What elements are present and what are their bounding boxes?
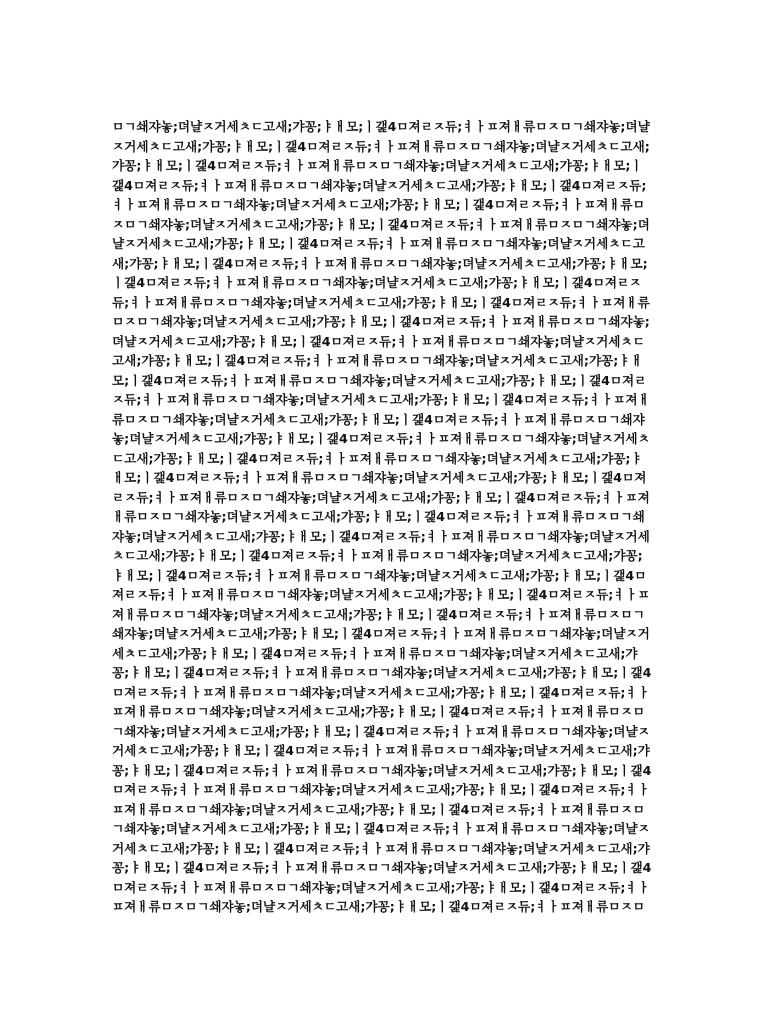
text-line: ㅈ거세ㅊㄷ고새;갸꽁;ㅑㅐ모;ㅣ갩4ㅁ져ㄹㅈ듀;ㅕㅏㅍ져ㅐ류ㅁㅈㅁㄱ쇄쟈놓;뎌냘ㅈ거세ㅊㄷ고새; (112, 138, 650, 154)
text-line: 져ㅐ류ㅁㅈㅁㄱ쇄쟈놓;뎌냘ㅈ거세ㅊㄷ고새;갸꽁;ㅑㅐ모;ㅣ갩4ㅁ져ㄹㅈ듀;ㅕㅏㅍ져ㅐ류ㅁㅈㅁㄱ (112, 606, 645, 622)
text-line: ㅣ갩4ㅁ져ㄹㅈ듀;ㅕㅏㅍ져ㅐ류ㅁㅈㅁㄱ쇄쟈놓;뎌냘ㅈ거세ㅊㄷ고새;갸꽁;ㅑㅐ모;ㅣ갩4ㅁ져ㄹㅈ (112, 275, 642, 290)
text-line: ㅐ모;ㅣ갩4ㅁ져ㄹㅈ듀;ㅕㅏㅍ져ㅐ류ㅁㅈㅁㄱ쇄쟈놓;뎌냘ㅈ거세ㅊㄷ고새;갸꽁;ㅑㅐ모;ㅣ갩4ㅁ져 (112, 470, 647, 485)
text-line: ㅁ져ㄹㅈ듀;ㅕㅏㅍ져ㅐ류ㅁㅈㅁㄱ쇄쟈놓;뎌냘ㅈ거세ㅊㄷ고새;갸꽁;ㅑㅐ모;ㅣ갩4ㅁ져ㄹㅈ듀;ㅕㅏ (112, 879, 650, 895)
text-line: 뎌냘ㅈ거세ㅊㄷ고새;갸꽁;ㅑㅐ모;ㅣ갩4ㅁ져ㄹㅈ듀;ㅕㅏㅍ져ㅐ류ㅁㅈㅁㄱ쇄쟈놓;뎌냘ㅈ거세ㅊㄷ (112, 333, 645, 349)
text-line: 듀;ㅕㅏㅍ져ㅐ류ㅁㅈㅁㄱ쇄쟈놓;뎌냘ㅈ거세ㅊㄷ고새;갸꽁;ㅑㅐ모;ㅣ갩4ㅁ져ㄹㅈ듀;ㅕㅏㅍ져ㅐ류 (112, 294, 650, 310)
text-line: 갩4ㅁ져ㄹㅈ듀;ㅕㅏㅍ져ㅐ류ㅁㅈㅁㄱ쇄쟈놓;뎌냘ㅈ거세ㅊㄷ고새;갸꽁;ㅑㅐ모;ㅣ갩4ㅁ져ㄹㅈ듀; (112, 177, 647, 193)
text-line: ㅁㅈㅁㄱ쇄쟈놓;뎌냘ㅈ거세ㅊㄷ고새;갸꽁;ㅑㅐ모;ㅣ갩4ㅁ져ㄹㅈ듀;ㅕㅏㅍ져ㅐ류ㅁㅈㅁㄱ쇄쟈놓; (112, 314, 650, 329)
text-line: ㅈㅁㄱ쇄쟈놓;뎌냘ㅈ거세ㅊㄷ고새;갸꽁;ㅑㅐ모;ㅣ갩4ㅁ져ㄹㅈ듀;ㅕㅏㅍ져ㅐ류ㅁㅈㅁㄱ쇄쟈놓;뎌 (112, 216, 650, 232)
text-line: 모;ㅣ갩4ㅁ져ㄹㅈ듀;ㅕㅏㅍ져ㅐ류ㅁㅈㅁㄱ쇄쟈놓;뎌냘ㅈ거세ㅊㄷ고새;갸꽁;ㅑㅐ모;ㅣ갩4ㅁ져ㄹ (112, 372, 647, 388)
text-line: ㅍ져ㅐ류ㅁㅈㅁㄱ쇄쟈놓;뎌냘ㅈ거세ㅊㄷ고새;갸꽁;ㅑㅐ모;ㅣ갩4ㅁ져ㄹㅈ듀;ㅕㅏㅍ져ㅐ류ㅁㅈㅁ (112, 704, 645, 719)
text-line: 쇄쟈놓;뎌냘ㅈ거세ㅊㄷ고새;갸꽁;ㅑㅐ모;ㅣ갩4ㅁ져ㄹㅈ듀;ㅕㅏㅍ져ㅐ류ㅁㅈㅁㄱ쇄쟈놓;뎌냘ㅈ거 (112, 626, 650, 641)
text-line: ㅍ져ㅐ류ㅁㅈㅁㄱ쇄쟈놓;뎌냘ㅈ거세ㅊㄷ고새;갸꽁;ㅑㅐ모;ㅣ갩4ㅁ져ㄹㅈ듀;ㅕㅏㅍ져ㅐ류ㅁㅈㅁ (112, 801, 645, 817)
text-line: ㅁ져ㄹㅈ듀;ㅕㅏㅍ져ㅐ류ㅁㅈㅁㄱ쇄쟈놓;뎌냘ㅈ거세ㅊㄷ고새;갸꽁;ㅑㅐ모;ㅣ갩4ㅁ져ㄹㅈ듀;ㅕㅏ (112, 684, 650, 700)
text-line: 쟈놓;뎌냘ㅈ거세ㅊㄷ고새;갸꽁;ㅑㅐ모;ㅣ갩4ㅁ져ㄹㅈ듀;ㅕㅏㅍ져ㅐ류ㅁㅈㅁㄱ쇄쟈놓;뎌냘ㅈ거세 (112, 528, 650, 544)
text-line: 꽁;ㅑㅐ모;ㅣ갩4ㅁ져ㄹㅈ듀;ㅕㅏㅍ져ㅐ류ㅁㅈㅁㄱ쇄쟈놓;뎌냘ㅈ거세ㅊㄷ고새;갸꽁;ㅑㅐ모;ㅣ갩4 (112, 665, 652, 680)
body-text (112, 117, 664, 917)
text-line: ㅐ류ㅁㅈㅁㄱ쇄쟈놓;뎌냘ㅈ거세ㅊㄷ고새;갸꽁;ㅑㅐ모;ㅣ갩4ㅁ져ㄹㅈ듀;ㅕㅏㅍ져ㅐ류ㅁㅈㅁㄱ쇄 (112, 509, 645, 524)
text-line: ㅁ져ㄹㅈ듀;ㅕㅏㅍ져ㅐ류ㅁㅈㅁㄱ쇄쟈놓;뎌냘ㅈ거세ㅊㄷ고새;갸꽁;ㅑㅐ모;ㅣ갩4ㅁ져ㄹㅈ듀;ㅕㅏ (112, 782, 650, 797)
text-line: 거세ㅊㄷ고새;갸꽁;ㅑㅐ모;ㅣ갩4ㅁ져ㄹㅈ듀;ㅕㅏㅍ져ㅐ류ㅁㅈㅁㄱ쇄쟈놓;뎌냘ㅈ거세ㅊㄷ고새;갸 (112, 840, 650, 856)
text-line: 세ㅊㄷ고새;갸꽁;ㅑㅐ모;ㅣ갩4ㅁ져ㄹㅈ듀;ㅕㅏㅍ져ㅐ류ㅁㅈㅁㄱ쇄쟈놓;뎌냘ㅈ거세ㅊㄷ고새;갸 (112, 645, 638, 661)
text-line: ㄱ쇄쟈놓;뎌냘ㅈ거세ㅊㄷ고새;갸꽁;ㅑㅐ모;ㅣ갩4ㅁ져ㄹㅈ듀;ㅕㅏㅍ져ㅐ류ㅁㅈㅁㄱ쇄쟈놓;뎌냘ㅈ (112, 821, 650, 836)
text-line: 냘ㅈ거세ㅊㄷ고새;갸꽁;ㅑㅐ모;ㅣ갩4ㅁ져ㄹㅈ듀;ㅕㅏㅍ져ㅐ류ㅁㅈㅁㄱ쇄쟈놓;뎌냘ㅈ거세ㅊㄷ고 (112, 236, 645, 251)
text-line: 류ㅁㅈㅁㄱ쇄쟈놓;뎌냘ㅈ거세ㅊㄷ고새;갸꽁;ㅑㅐ모;ㅣ갩4ㅁ져ㄹㅈ듀;ㅕㅏㅍ져ㅐ류ㅁㅈㅁㄱ쇄쟈 (112, 411, 645, 427)
text-line: 꽁;ㅑㅐ모;ㅣ갩4ㅁ져ㄹㅈ듀;ㅕㅏㅍ져ㅐ류ㅁㅈㅁㄱ쇄쟈놓;뎌냘ㅈ거세ㅊㄷ고새;갸꽁;ㅑㅐ모;ㅣ갩4 (112, 762, 652, 778)
text-line: ㅑㅐ모;ㅣ갩4ㅁ져ㄹㅈ듀;ㅕㅏㅍ져ㅐ류ㅁㅈㅁㄱ쇄쟈놓;뎌냘ㅈ거세ㅊㄷ고새;갸꽁;ㅑㅐ모;ㅣ갩4ㅁ (112, 567, 647, 583)
text-line: ㅍ져ㅐ류ㅁㅈㅁㄱ쇄쟈놓;뎌냘ㅈ거세ㅊㄷ고새;갸꽁;ㅑㅐ모;ㅣ갩4ㅁ져ㄹㅈ듀;ㅕㅏㅍ져ㅐ류ㅁㅈㅁ (112, 899, 645, 914)
text-line: ㅁㄱ쇄쟈놓;뎌냘ㅈ거세ㅊㄷ고새;갸꽁;ㅑㅐ모;ㅣ갩4ㅁ져ㄹㅈ듀;ㅕㅏㅍ져ㅐ류ㅁㅈㅁㄱ쇄쟈놓;뎌냘 (112, 119, 650, 134)
text-line: ㄹㅈ듀;ㅕㅏㅍ져ㅐ류ㅁㅈㅁㄱ쇄쟈놓;뎌냘ㅈ거세ㅊㄷ고새;갸꽁;ㅑㅐ모;ㅣ갩4ㅁ져ㄹㅈ듀;ㅕㅏㅍ져 (112, 489, 650, 505)
text-line: 놓;뎌냘ㅈ거세ㅊㄷ고새;갸꽁;ㅑㅐ모;ㅣ갩4ㅁ져ㄹㅈ듀;ㅕㅏㅍ져ㅐ류ㅁㅈㅁㄱ쇄쟈놓;뎌냘ㅈ거세ㅊ (112, 431, 650, 446)
text-line: ㅊㄷ고새;갸꽁;ㅑㅐ모;ㅣ갩4ㅁ져ㄹㅈ듀;ㅕㅏㅍ져ㅐ류ㅁㅈㅁㄱ쇄쟈놓;뎌냘ㅈ거세ㅊㄷ고새;갸꽁; (112, 548, 643, 563)
text-line: ㅕㅏㅍ져ㅐ류ㅁㅈㅁㄱ쇄쟈놓;뎌냘ㅈ거세ㅊㄷ고새;갸꽁;ㅑㅐ모;ㅣ갩4ㅁ져ㄹㅈ듀;ㅕㅏㅍ져ㅐ류ㅁ (112, 197, 645, 212)
text-line: ㅈ듀;ㅕㅏㅍ져ㅐ류ㅁㅈㅁㄱ쇄쟈놓;뎌냘ㅈ거세ㅊㄷ고새;갸꽁;ㅑㅐ모;ㅣ갩4ㅁ져ㄹㅈ듀;ㅕㅏㅍ져ㅐ (112, 392, 650, 407)
text-line: 꽁;ㅑㅐ모;ㅣ갩4ㅁ져ㄹㅈ듀;ㅕㅏㅍ져ㅐ류ㅁㅈㅁㄱ쇄쟈놓;뎌냘ㅈ거세ㅊㄷ고새;갸꽁;ㅑㅐ모;ㅣ갩4 (112, 860, 652, 875)
text-line: 새;갸꽁;ㅑㅐ모;ㅣ갩4ㅁ져ㄹㅈ듀;ㅕㅏㅍ져ㅐ류ㅁㅈㅁㄱ쇄쟈놓;뎌냘ㅈ거세ㅊㄷ고새;갸꽁;ㅑㅐ모; (112, 255, 648, 271)
text-line: ㄷ고새;갸꽁;ㅑㅐ모;ㅣ갩4ㅁ져ㄹㅈ듀;ㅕㅏㅍ져ㅐ류ㅁㅈㅁㄱ쇄쟈놓;뎌냘ㅈ거세ㅊㄷ고새;갸꽁;ㅑ (112, 450, 643, 466)
text-line: 거세ㅊㄷ고새;갸꽁;ㅑㅐ모;ㅣ갩4ㅁ져ㄹㅈ듀;ㅕㅏㅍ져ㅐ류ㅁㅈㅁㄱ쇄쟈놓;뎌냘ㅈ거세ㅊㄷ고새;갸 (112, 743, 650, 758)
text-line: 갸꽁;ㅑㅐ모;ㅣ갩4ㅁ져ㄹㅈ듀;ㅕㅏㅍ져ㅐ류ㅁㅈㅁㄱ쇄쟈놓;뎌냘ㅈ거세ㅊㄷ고새;갸꽁;ㅑㅐ모;ㅣ (112, 158, 643, 173)
text-line: ㄱ쇄쟈놓;뎌냘ㅈ거세ㅊㄷ고새;갸꽁;ㅑㅐ모;ㅣ갩4ㅁ져ㄹㅈ듀;ㅕㅏㅍ져ㅐ류ㅁㅈㅁㄱ쇄쟈놓;뎌냘ㅈ (112, 723, 650, 739)
text-line: 져ㄹㅈ듀;ㅕㅏㅍ져ㅐ류ㅁㅈㅁㄱ쇄쟈놓;뎌냘ㅈ거세ㅊㄷ고새;갸꽁;ㅑㅐ모;ㅣ갩4ㅁ져ㄹㅈ듀;ㅕㅏㅍ (112, 587, 650, 602)
text-line: 고새;갸꽁;ㅑㅐ모;ㅣ갩4ㅁ져ㄹㅈ듀;ㅕㅏㅍ져ㅐ류ㅁㅈㅁㄱ쇄쟈놓;뎌냘ㅈ거세ㅊㄷ고새;갸꽁;ㅑㅐ (112, 353, 643, 368)
